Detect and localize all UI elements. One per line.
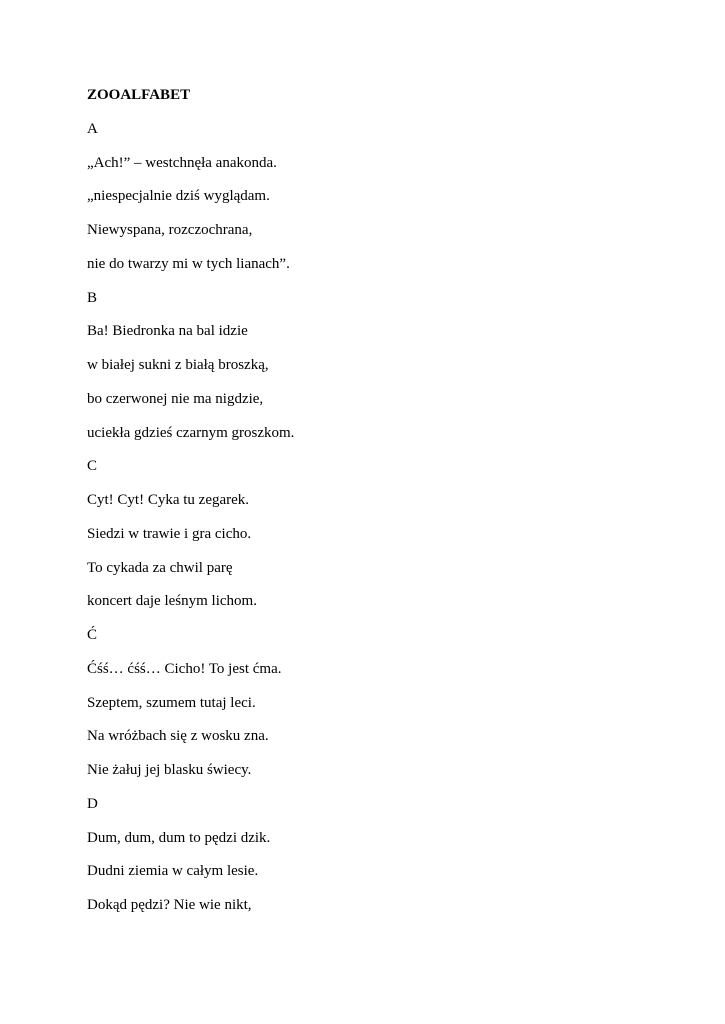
verse-line: To cykada za chwil parę <box>87 559 233 576</box>
verse-line: Na wróżbach się z wosku zna. <box>87 728 269 745</box>
poem-body <box>87 85 647 929</box>
verse-line: Siedzi w trawie i gra cicho. <box>87 525 252 542</box>
verse-line: Dum, dum, dum to pędzi dzik. <box>87 829 271 846</box>
section-letter-b: B <box>87 289 98 306</box>
section-letter-c-acute: Ć <box>87 627 98 643</box>
verse-line: „niespecjalnie dziś wyglądam. <box>87 188 270 205</box>
verse-line: uciekła gdzieś czarnym groszkom. <box>87 424 295 441</box>
verse-line: koncert daje leśnym lichom. <box>87 593 257 610</box>
verse-line: „Ach!” – westchnęła anakonda. <box>87 154 277 171</box>
document-title: ZOOALFABET <box>87 87 191 103</box>
verse-line: bo czerwonej nie ma nigdzie, <box>87 390 264 407</box>
verse-line: Cyt! Cyt! Cyka tu zegarek. <box>87 492 250 508</box>
verse-line: Nie żałuj jej blasku świecy. <box>87 762 252 778</box>
verse-line: Szeptem, szumem tutaj leci. <box>87 694 256 711</box>
verse-line: nie do twarzy mi w tych lianach”. <box>87 255 290 272</box>
section-letter-c: C <box>87 458 98 475</box>
verse-line: Ćśś… ćśś… Cicho! To jest ćma. <box>87 660 282 677</box>
section-letter-a: A <box>87 120 98 137</box>
verse-line: w białej sukni z białą broszką, <box>87 357 269 373</box>
verse-line: Niewyspana, rozczochrana, <box>87 222 253 238</box>
verse-line: Ba! Biedronka na bal idzie <box>87 323 248 340</box>
verse-line: Dokąd pędzi? Nie wie nikt, <box>87 897 252 913</box>
verse-line: Dudni ziemia w całym lesie. <box>87 863 259 880</box>
section-letter-d: D <box>87 795 98 812</box>
